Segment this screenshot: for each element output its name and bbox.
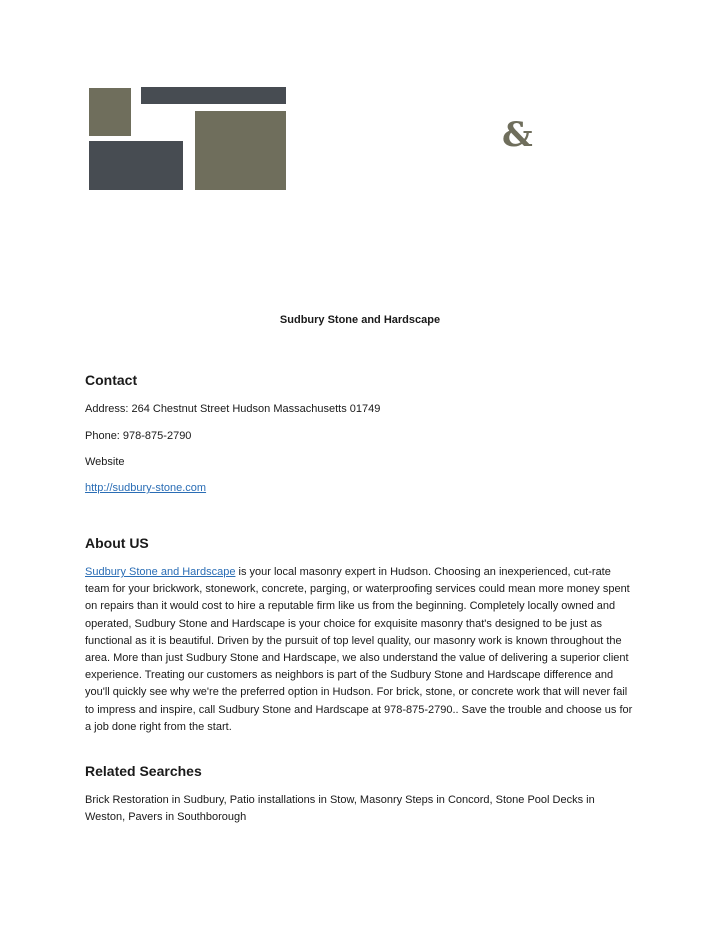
related-searches-text: Brick Restoration in Sudbury, Patio installations in Stow, Masonry Steps in Concord, Stone Pool Decks in Weston, Pavers in Southborough bbox=[85, 794, 595, 824]
logo-square-olive-small bbox=[89, 88, 131, 136]
contact-phone: Phone: 978-875-2790 bbox=[85, 430, 192, 442]
logo-bar-slate bbox=[141, 87, 286, 104]
contact-website-label: Website bbox=[85, 456, 125, 468]
about-paragraph bbox=[85, 564, 635, 736]
website-link[interactable]: http://sudbury-stone.com bbox=[85, 482, 207, 494]
contact-heading: Contact bbox=[85, 372, 138, 388]
related-searches-heading: Related Searches bbox=[85, 763, 202, 779]
about-body-text: is your local masonry expert in Hudson. Choosing an inexperienced, cut-rate team for your brickwork, stonework, concrete, parging, or waterproofing services could mean more money spent on repairs than it would cost to hire a reputable firm like us from the beginning. Completely locally owned and operated, Sudbury Stone and Hardscape is your choice for exquisite masonry that's designed to be just as functional as it is beautiful. Driven by the pursuit of top level quality, our masonry work is known throughout the area. More than just Sudbury Stone and Hardscape, we also understand the value of delivering a superior client experience. Treating our customers as neighbors is part of the Sudbury Stone and Hardscape difference and you'll quickly see why we're the preferred option in Hudson. For brick, stone, or concrete work that will never fail to impress and inspire, call Sudbury Stone and Hardscape at 978-875-2790.. Save the trouble and choose us for a job done right from the start. bbox=[85, 566, 633, 733]
about-heading: About US bbox=[85, 535, 149, 551]
contact-address: Address: 264 Chestnut Street Hudson Massachusetts 01749 bbox=[85, 403, 381, 415]
about-company-link[interactable]: Sudbury Stone and Hardscape bbox=[85, 566, 236, 578]
page-title: Sudbury Stone and Hardscape bbox=[279, 314, 441, 326]
logo-rect-slate bbox=[89, 141, 183, 190]
logo-square-olive-large bbox=[195, 111, 286, 190]
logo-ampersand: & bbox=[502, 115, 533, 155]
